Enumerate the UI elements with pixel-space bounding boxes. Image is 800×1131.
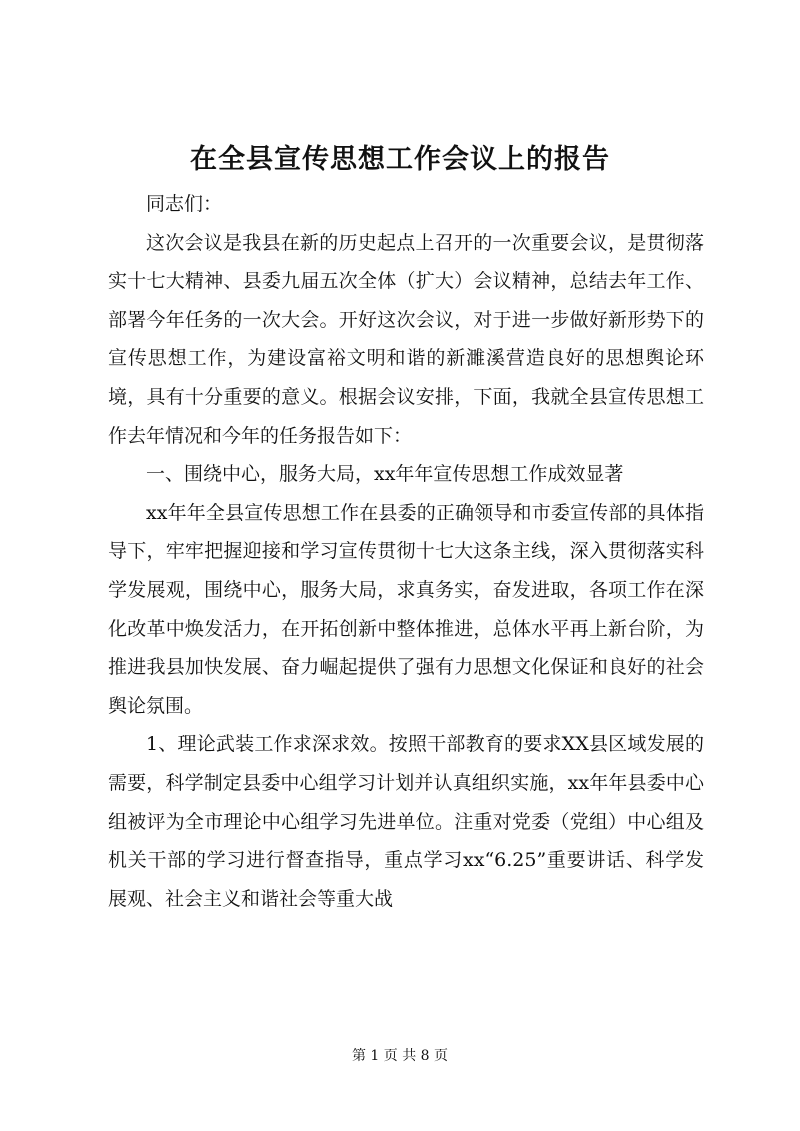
page-number-footer: 第 1 页 共 8 页 bbox=[351, 1048, 449, 1064]
paragraph: 1、理论武装工作求深求效。按照干部教育的要求XX县区域发展的需要，科学制定县委中心组学习计划并认真组织实施，xx年年县委中心组被评为全市理论中心组学习先进单位。注重对党委（党组）中心组及机关干部的学习进行督查指导，重点学习xx“6.25”重要讲话、科学发展观、社会主义和谐社会等重大战 bbox=[108, 733, 704, 910]
document-body bbox=[108, 185, 704, 918]
paragraph: xx年年全县宣传思想工作在县委的正确领导和市委宣传部的具体指导下，牢牢把握迎接和学习宣传贯彻十七大这条主线，深入贯彻落实科学发展观，围绕中心，服务大局，求真务实，奋发进取，各项工作在深化改革中焕发活力，在开拓创新中整体推进，总体水平再上新台阶，为推进我县加快发展、奋力崛起提供了强有力思想文化保证和良好的社会舆论氛围。 bbox=[108, 501, 704, 717]
document-title: 在全县宣传思想工作会议上的报告 bbox=[190, 144, 610, 175]
section-heading: 一、围绕中心，服务大局，xx年年宣传思想工作成效显著 bbox=[146, 463, 624, 486]
salutation: 同志们： bbox=[146, 193, 223, 215]
paragraph: 这次会议是我县在新的历史起点上召开的一次重要会议，是贯彻落实十七大精神、县委九届五次全体（扩大）会议精神，总结去年工作、部署今年任务的一次大会。开好这次会议，对于进一步做好新形势下的宣传思想工作，为建设富裕文明和谐的新濉溪营造良好的思想舆论环境，具有十分重要的意义。根据会议安排，下面，我就全县宣传思想工作去年情况和今年的任务报告如下： bbox=[108, 231, 704, 447]
